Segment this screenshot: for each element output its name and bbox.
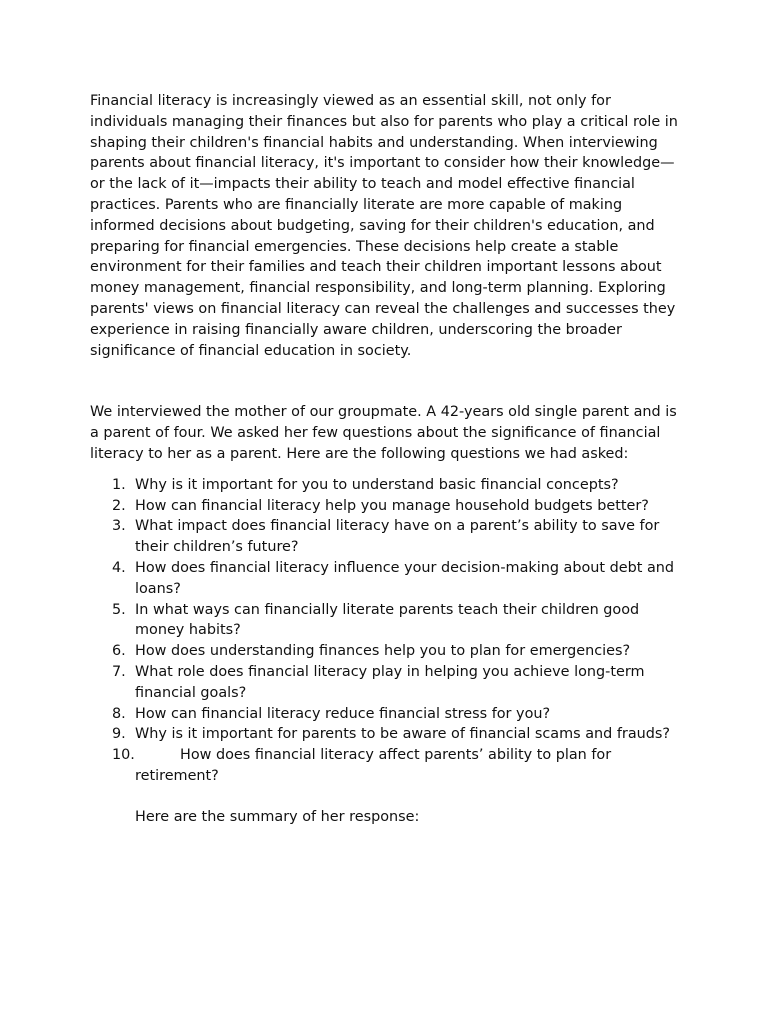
question-item: [90, 558, 680, 600]
question-item: [90, 475, 680, 496]
question-text: How can financial literacy help you manage household budgets better?: [135, 497, 649, 514]
question-item: [90, 704, 680, 725]
questions-list: [90, 475, 680, 787]
question-text: What role does financial literacy play in helping you achieve long-term financial goals?: [135, 663, 645, 701]
question-item: [90, 600, 680, 642]
question-number: 2.: [112, 497, 126, 514]
intro-paragraph: Financial literacy is increasingly viewed as an essential skill, not only for individuals managing their finances but also for parents who play a critical role in shaping their children's financial habits and understanding. When interviewing parents about financial literacy, it's important to consider how their knowledge—or the lack of it—impacts their ability to teach and model effective financial practices. Parents who are financially literate are more capable of making informed decisions about budgeting, saving for their children's education, and preparing for financial emergencies. These decisions help create a stable environment for their families and teach their children important lessons about money management, financial responsibility, and long-term planning. Exploring parents' views on financial literacy can reveal the challenges and successes they experience in raising financially aware children, underscoring the broader significance of financial education in society.: [90, 93, 678, 359]
question-number: 4.: [112, 559, 126, 576]
question-text: How does financial literacy influence your decision-making about debt and loans?: [135, 559, 675, 597]
question-item: [90, 745, 680, 787]
question-number: 10.: [112, 747, 135, 764]
question-item: [90, 516, 680, 558]
question-item: [90, 641, 680, 662]
interview-paragraph: We interviewed the mother of our groupmate. A 42-years old single parent and is a parent of four. We asked her few questions about the significance of financial literacy to her as a parent. Here are the following questions we had asked:: [90, 404, 677, 462]
question-text: How does understanding finances help you to plan for emergencies?: [135, 643, 631, 660]
question-text: How does financial literacy affect parents’ ability to plan for retirement?: [135, 747, 612, 784]
document-page: [90, 91, 680, 828]
question-number: 3.: [112, 518, 126, 535]
question-number: 6.: [112, 643, 126, 660]
question-number: 8.: [112, 705, 126, 722]
question-number: 5.: [112, 601, 126, 618]
question-text: What impact does financial literacy have on a parent’s ability to save for their children’s future?: [135, 518, 660, 556]
question-item: [90, 662, 680, 704]
question-text: Why is it important for you to understand basic financial concepts?: [135, 476, 619, 493]
question-item: [90, 496, 680, 517]
question-number: 7.: [112, 663, 126, 680]
question-number: 9.: [112, 726, 126, 743]
summary-line: Here are the summary of her response:: [135, 808, 420, 825]
question-text: Why is it important for parents to be aware of financial scams and frauds?: [135, 726, 671, 743]
question-item: [90, 724, 680, 745]
question-number: 1.: [112, 476, 126, 493]
question-text: In what ways can financially literate parents teach their children good money habits?: [135, 601, 640, 639]
question-text: How can financial literacy reduce financial stress for you?: [135, 705, 551, 722]
